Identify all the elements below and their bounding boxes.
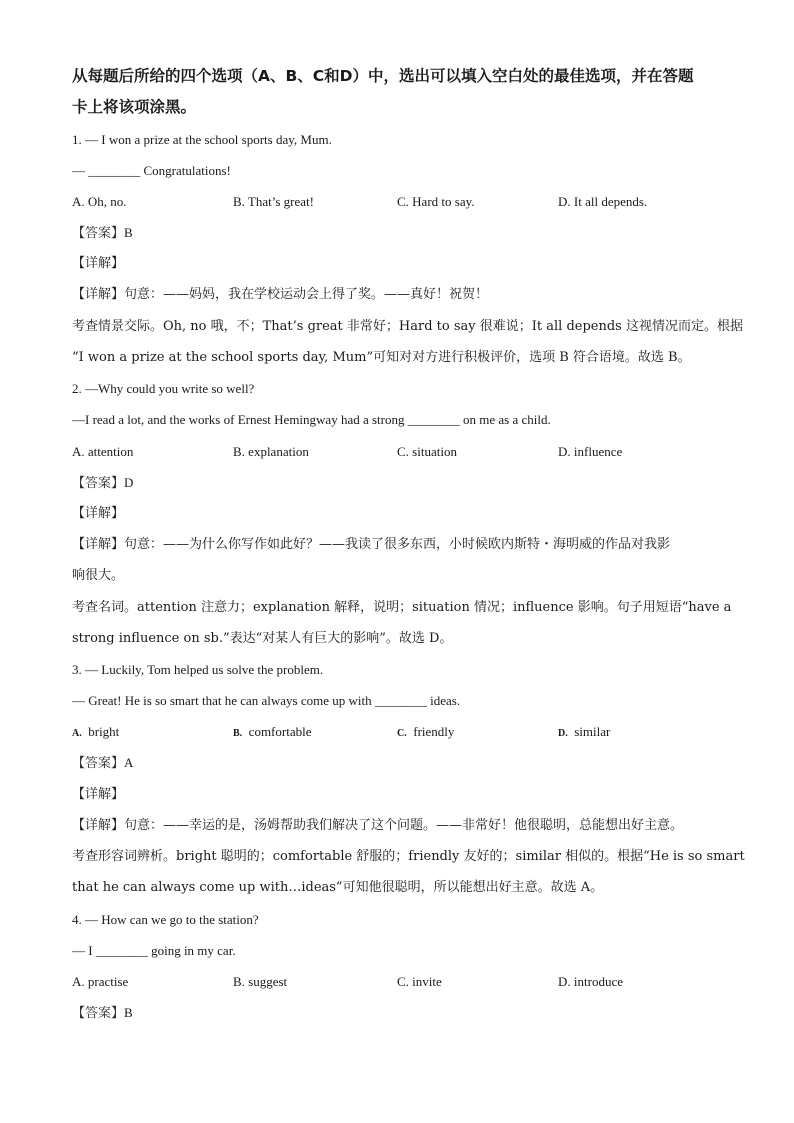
question-1-option-a: A. Oh, no. — [72, 194, 127, 209]
question-1-detail-heading: 【详解】 — [72, 256, 125, 271]
question-1-option-c: C. Hard to say. — [397, 194, 475, 209]
question-2-detail-2: 考查名词。attention 注意力；explanation 解释，说明；situation 情况；influence 影响。句子用短语“have a — [72, 600, 732, 615]
question-4-prompt: 4. — How can we go to the station? — [72, 912, 259, 927]
question-4-answer — [72, 1004, 133, 1023]
answer-label: 【答案】 — [72, 1006, 125, 1021]
answer-label: 【答案】 — [72, 756, 125, 771]
question-3-detail-2: 考查形容词辨析。bright 聪明的；comfortable 舒服的；friendly 友好的；similar 相似的。根据“He is so smart — [72, 849, 745, 864]
detail-prefix: 【详解】 — [72, 818, 125, 833]
option-word: bright — [88, 724, 120, 739]
option-letter: B. — [233, 728, 243, 739]
answer-value: D — [124, 475, 134, 490]
detail-prefix: 【详解】 — [72, 537, 125, 552]
option-word: comfortable — [248, 724, 312, 739]
question-3-option-a — [72, 723, 119, 743]
detail-prefix: 【详解】 — [72, 287, 125, 302]
answer-value: A — [124, 755, 134, 770]
option-letter: C. — [397, 728, 407, 739]
question-1-detail-3: “I won a prize at the school sports day, Mum”可知对对方进行积极评价，选项 B 符合语境。故选 B。 — [72, 350, 691, 365]
option-letter: A. — [72, 728, 82, 739]
question-3-option-d — [558, 723, 610, 743]
question-1-option-b: B. That’s great! — [233, 194, 314, 209]
question-4-option-c: C. invite — [397, 974, 442, 989]
question-1-prompt: 1. — I won a prize at the school sports day, Mum. — [72, 132, 332, 147]
question-3-option-c — [397, 723, 454, 743]
detail-text: 句意：——妈妈，我在学校运动会上得了奖。——真好！祝贺！ — [124, 287, 489, 302]
question-2-option-d: D. influence — [558, 444, 623, 459]
question-3-reply: — Great! He is so smart that he can always come up with ________ ideas. — [72, 693, 461, 708]
question-4-reply: — I ________ going in my car. — [72, 943, 236, 958]
question-3-option-b — [233, 723, 311, 743]
question-2-answer — [72, 474, 133, 493]
answer-value: B — [124, 1005, 133, 1020]
option-letter: D. — [558, 728, 568, 739]
answer-value: B — [124, 225, 133, 240]
question-1-detail-1 — [72, 286, 488, 304]
instruction-line-1: 从每题后所给的四个选项（A、B、C和D）中，选出可以填入空白处的最佳选项，并在答题 — [72, 67, 694, 85]
question-1-answer — [72, 224, 133, 243]
question-4-option-d: D. introduce — [558, 974, 623, 989]
answer-label: 【答案】 — [72, 476, 125, 491]
option-word: friendly — [413, 724, 455, 739]
question-4-option-a: A. practise — [72, 974, 129, 989]
question-2-prompt: 2. —Why could you write so well? — [72, 381, 255, 396]
detail-text: 句意：——为什么你写作如此好？——我读了很多东西，小时候欧内斯特・海明威的作品对我影 — [124, 537, 671, 552]
question-3-prompt: 3. — Luckily, Tom helped us solve the problem. — [72, 662, 324, 677]
question-3-detail-heading: 【详解】 — [72, 787, 125, 802]
question-2-option-b: B. explanation — [233, 444, 309, 459]
question-2-detail-heading: 【详解】 — [72, 506, 125, 521]
question-1-reply: — ________ Congratulations! — [72, 163, 231, 178]
question-2-detail-1 — [72, 536, 670, 554]
question-2-detail-1b: 响很大。 — [72, 568, 125, 583]
question-4-option-b: B. suggest — [233, 974, 288, 989]
question-2-detail-3: strong influence on sb.”表达“对某人有巨大的影响”。故选 D。 — [72, 631, 453, 646]
instruction-line-2: 卡上将该项涂黑。 — [72, 98, 197, 116]
option-word: similar — [574, 724, 611, 739]
question-3-answer — [72, 754, 133, 773]
question-2-option-c: C. situation — [397, 444, 457, 459]
question-3-detail-3: that he can always come up with…ideas”可知他很聪明，所以能想出好主意。故选 A。 — [72, 880, 604, 895]
answer-label: 【答案】 — [72, 226, 125, 241]
question-1-detail-2: 考查情景交际。Oh, no 哦，不；That’s great 非常好；Hard to say 很难说；It all depends 这视情况而定。根据 — [72, 319, 743, 334]
detail-text: 句意：——幸运的是，汤姆帮助我们解决了这个问题。——非常好！他很聪明，总能想出好主意。 — [124, 818, 684, 833]
question-3-detail-1 — [72, 817, 683, 835]
question-1-option-d: D. It all depends. — [558, 194, 648, 209]
question-2-reply: —I read a lot, and the works of Ernest Hemingway had a strong ________ on me as a child. — [72, 412, 551, 427]
question-2-option-a: A. attention — [72, 444, 134, 459]
